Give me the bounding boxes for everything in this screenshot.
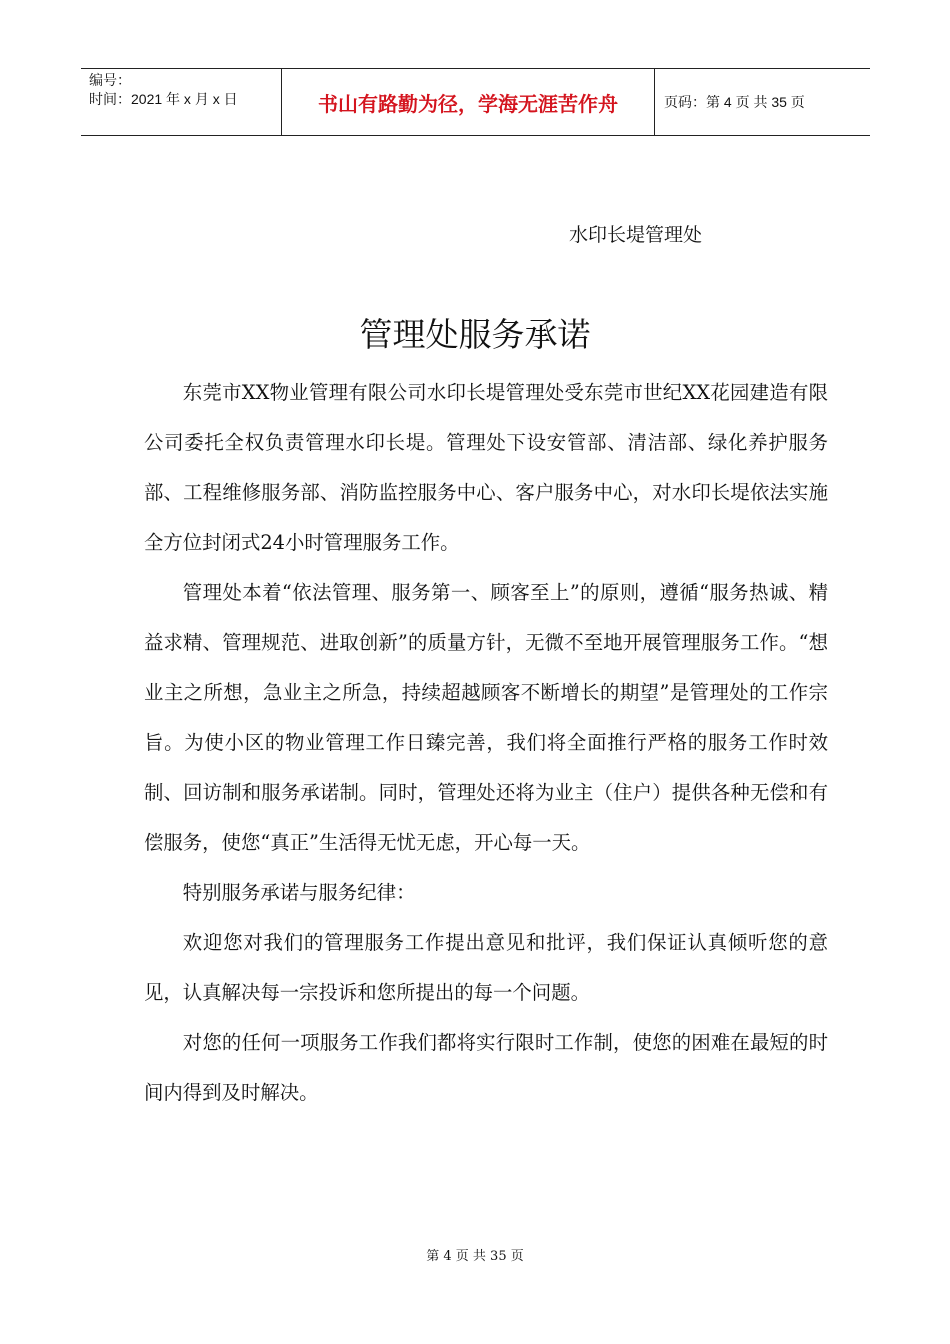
page-footer: 第 4 页 共 35 页 xyxy=(426,1249,524,1264)
header-motto-cell xyxy=(281,69,655,135)
document-title: 管理处服务承诺 xyxy=(359,315,591,354)
header-page-info: 页码：第 4 页 共 35 页 xyxy=(664,94,805,110)
document-body xyxy=(144,368,828,1118)
header-table xyxy=(81,68,870,136)
paragraph-time-limit: 对您的任何一项服务工作我们都将实行限时工作制，使您的困难在最短的时间内得到及时解决。 xyxy=(144,1031,828,1104)
paragraph-special-heading: 特别服务承诺与服务纪律： xyxy=(182,881,416,904)
paragraph-principles: 管理处本着“依法管理、服务第一、顾客至上”的原则，遵循“服务热诚、精益求精、管理规范、进取创新”的质量方针，无微不至地开展管理服务工作。“想业主之所想，急业主之所急，持续超越顾客不断增长的期望”是管理处的工作宗旨。为使小区的物业管理工作日臻完善，我们将全面推行严格的服务工作时效制、回访制和服务承诺制。同时，管理处还将为业主（住户）提供各种无偿和有偿服务，使您“真正”生活得无忧无虑，开心每一天。 xyxy=(144,581,828,854)
organization-name: 水印长堤管理处 xyxy=(569,224,703,246)
header-page-cell xyxy=(655,69,870,135)
paragraph-intro: 东莞市XX物业管理有限公司水印长堤管理处受东莞市世纪XX花园建造有限公司委托全权负责管理水印长堤。管理处下设安管部、清洁部、绿化养护服务部、工程维修服务部、消防监控服务中心、客户服务中心，对水印长堤依法实施全方位封闭式24小时管理服务工作。 xyxy=(144,381,828,554)
header-meta-cell xyxy=(81,69,281,135)
paragraph-feedback: 欢迎您对我们的管理服务工作提出意见和批评，我们保证认真倾听您的意见，认真解决每一宗投诉和您所提出的每一个问题。 xyxy=(144,931,828,1004)
header-number-label: 编号： xyxy=(89,72,131,88)
header-motto: 书山有路勤为径，学海无涯苦作舟 xyxy=(318,91,618,116)
header-time-label: 时间：2021 年 x 月 x 日 xyxy=(89,91,238,107)
